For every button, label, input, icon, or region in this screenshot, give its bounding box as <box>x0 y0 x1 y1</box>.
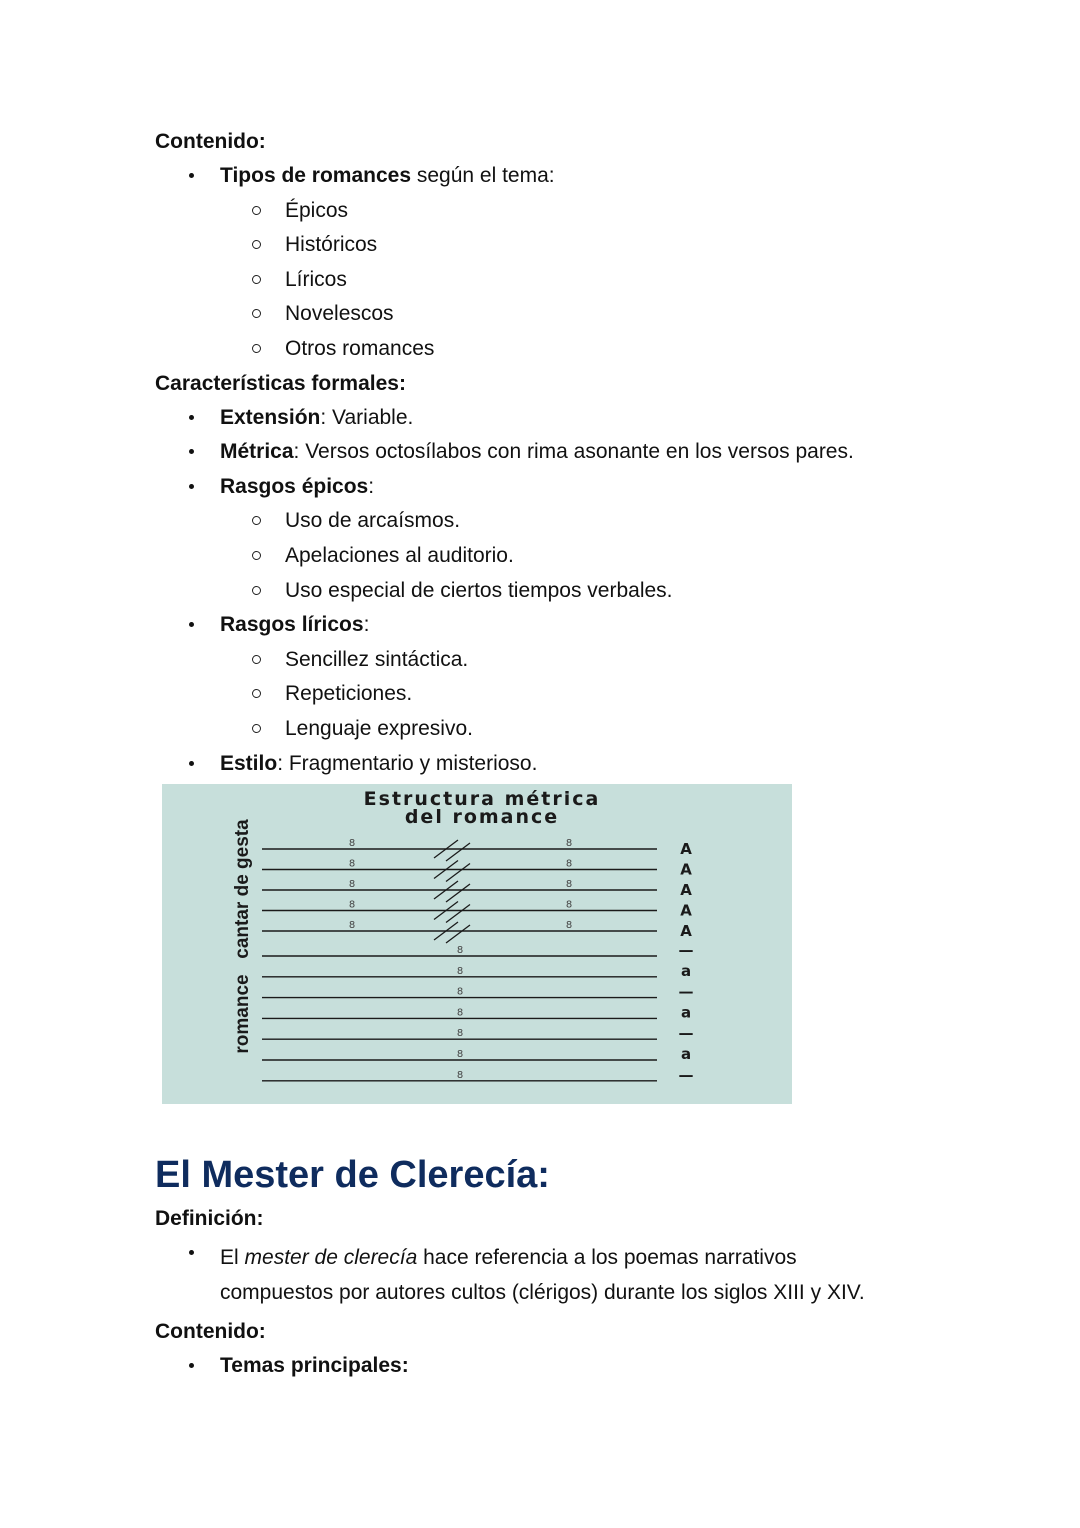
lirico-item: Lenguaje expresivo. <box>155 712 1005 747</box>
contenido-heading: Contenido: <box>155 130 266 153</box>
definicion-heading: Definición: <box>155 1207 264 1230</box>
rhyme-mark-assonant: a <box>680 1003 692 1022</box>
extension-item <box>155 401 1005 436</box>
rasgos-epicos-item <box>155 470 1005 608</box>
rhyme-mark-consonant: A <box>680 881 692 899</box>
rhyme-mark-assonant: a <box>680 961 692 980</box>
rhyme-mark-assonant: — <box>678 1065 694 1084</box>
syllable-count: 8 <box>456 1028 464 1040</box>
metrica-label: Métrica <box>220 440 294 464</box>
def-line2: compuestos por autores cultos (clérigos) durante los siglos XIII y XIV. <box>220 1280 865 1304</box>
syllable-count: 8 <box>348 879 356 890</box>
extension-label: Extensión <box>220 405 321 429</box>
syllable-count: 8 <box>565 858 573 870</box>
rasgos-liricos-label: Rasgos líricos <box>220 613 364 637</box>
syllable-count: 8 <box>565 920 573 931</box>
def-line1: hace referencia a los poemas narrativos <box>417 1246 797 1269</box>
epico-item: Apelaciones al auditorio. <box>155 539 1005 574</box>
epico-item: Uso de arcaísmos. <box>155 504 1005 539</box>
verse-lines <box>262 838 694 1084</box>
syllable-count: 8 <box>456 945 464 956</box>
tipos-sublist <box>220 194 1005 367</box>
syllable-count: 8 <box>456 1007 464 1019</box>
rhyme-mark-assonant: — <box>678 941 694 959</box>
rasgos-liricos-sublist <box>220 643 1005 747</box>
mester-clerecia-title: El Mester de Clerecía: <box>155 1154 550 1196</box>
syllable-count: 8 <box>565 838 573 849</box>
rasgos-liricos-item <box>155 608 1005 746</box>
rasgos-epicos-label: Rasgos épicos <box>220 474 369 498</box>
contenido-list <box>155 159 1005 367</box>
rhyme-mark-consonant: A <box>680 901 692 920</box>
metric-structure-diagram <box>162 784 792 1104</box>
definicion-list <box>155 1236 1005 1315</box>
label-romance: romance <box>232 974 253 1054</box>
syllable-count: 8 <box>565 899 573 911</box>
def-italic: mester de clerecía <box>244 1246 418 1269</box>
contenido2-heading: Contenido: <box>155 1320 266 1344</box>
syllable-count: 8 <box>456 986 464 998</box>
mester-section <box>155 1202 1005 1384</box>
tipo-item-historicos: Históricos <box>155 228 1005 263</box>
diagram-title-line1: Estructura métrica <box>363 788 601 810</box>
syllable-count: 8 <box>456 1069 464 1081</box>
rhyme-mark-assonant: — <box>678 1024 694 1043</box>
caracteristicas-list <box>155 401 1005 782</box>
def-pre: El <box>220 1246 245 1269</box>
metrica-text: : Versos octosílabos con rima asonante en los versos pares. <box>293 440 854 464</box>
rasgos-epicos-sublist <box>220 504 1005 608</box>
definicion-item <box>155 1236 1005 1315</box>
epico-item: Uso especial de ciertos tiempos verbales. <box>155 574 1005 609</box>
tipo-item-liricos: Líricos <box>155 263 1005 298</box>
syllable-count: 8 <box>348 899 356 911</box>
syllable-count: 8 <box>456 965 464 977</box>
temas-label: Temas principales: <box>220 1354 409 1378</box>
temas-list <box>155 1349 1005 1384</box>
tipo-item-otros: Otros romances <box>155 332 1005 367</box>
temas-item <box>155 1349 1005 1384</box>
estilo-label: Estilo <box>220 751 278 775</box>
tipos-label: Tipos de romances <box>220 164 412 187</box>
diagram-title-line2: del romance <box>404 806 560 828</box>
extension-text: : Variable. <box>320 405 414 429</box>
rhyme-mark-consonant: A <box>680 922 692 940</box>
document-body <box>155 125 1005 781</box>
rhyme-mark-assonant: — <box>678 982 694 1001</box>
syllable-count: 8 <box>348 838 356 849</box>
syllable-count: 8 <box>348 858 356 870</box>
syllable-count: 8 <box>348 920 356 931</box>
caracteristicas-heading: Características formales: <box>155 371 406 395</box>
tipos-item <box>155 159 1005 367</box>
tipo-item-epicos: Épicos <box>155 194 1005 229</box>
label-cantar-de-gesta: cantar de gesta <box>232 819 253 959</box>
metrica-item <box>155 435 1005 470</box>
tipos-text: según el tema: <box>411 164 555 187</box>
rasgos-epicos-colon: : <box>368 474 375 498</box>
estilo-text: : Fragmentario y misterioso. <box>277 751 538 775</box>
lirico-item: Sencillez sintáctica. <box>155 643 1005 678</box>
rasgos-liricos-colon: : <box>363 613 370 637</box>
diagram-svg <box>162 784 792 1104</box>
syllable-count: 8 <box>456 1049 464 1060</box>
estilo-item <box>155 747 1005 782</box>
syllable-count: 8 <box>565 879 573 890</box>
tipo-item-novelescos: Novelescos <box>155 297 1005 332</box>
rhyme-mark-assonant: a <box>680 1045 692 1063</box>
lirico-item: Repeticiones. <box>155 677 1005 712</box>
rhyme-mark-consonant: A <box>680 840 692 858</box>
rhyme-mark-consonant: A <box>680 860 692 879</box>
